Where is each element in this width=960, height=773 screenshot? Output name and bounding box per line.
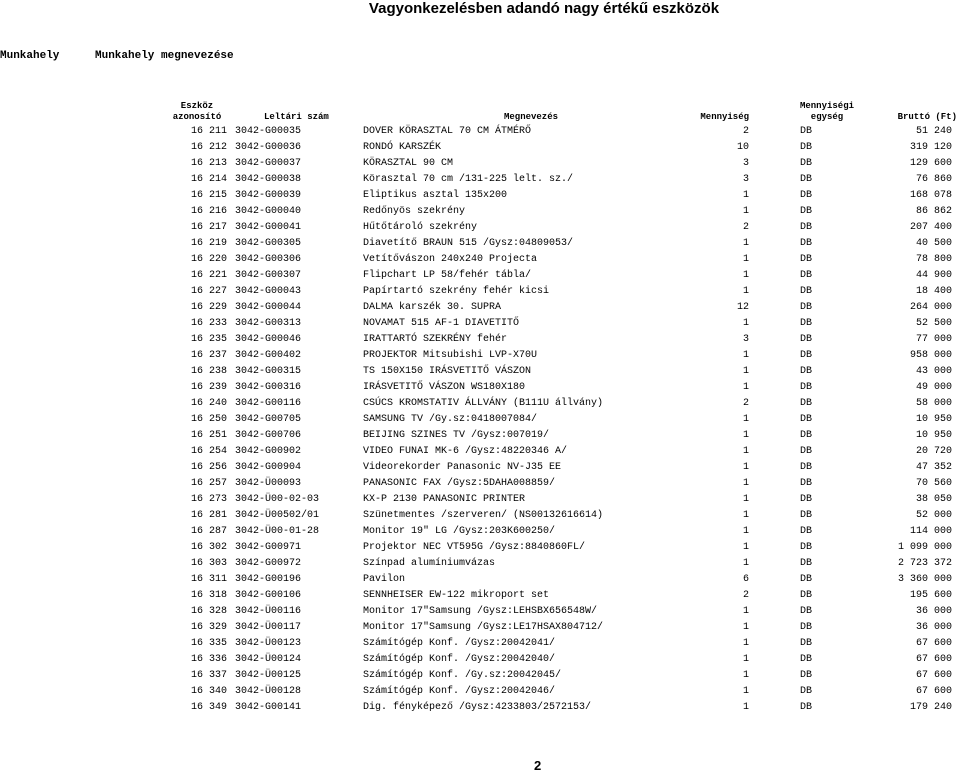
inventory-no-cell: 3042-G00196 <box>235 574 302 585</box>
header-gross: Bruttó (Ft) <box>897 112 957 122</box>
asset-id-cell: 16 311 <box>190 574 227 585</box>
name-cell: PROJEKTOR Mitsubishi LVP-X70U <box>363 350 538 361</box>
gross-cell: 78 800 <box>915 254 952 265</box>
asset-id-cell: 16 217 <box>190 222 227 233</box>
table-row <box>0 284 960 300</box>
inventory-no-cell: 3042-Ü00124 <box>235 654 302 665</box>
name-cell: Színpad alumíniumvázas <box>363 558 496 569</box>
asset-id-cell: 16 251 <box>190 430 227 441</box>
quantity-cell: 2 <box>742 590 749 601</box>
table-row <box>0 348 960 364</box>
gross-cell: 10 950 <box>915 414 952 425</box>
name-cell: Flipchart LP 58/fehér tábla/ <box>363 270 532 281</box>
table-row <box>0 332 960 348</box>
quantity-cell: 1 <box>742 526 749 537</box>
inventory-no-cell: 3042-G00307 <box>235 270 302 281</box>
quantity-cell: 1 <box>742 414 749 425</box>
gross-cell: 195 600 <box>909 590 952 601</box>
table-row <box>0 508 960 524</box>
unit-cell: DB <box>800 606 813 617</box>
unit-cell: DB <box>800 126 813 137</box>
quantity-cell: 3 <box>742 334 749 345</box>
asset-id-cell: 16 227 <box>190 286 227 297</box>
unit-cell: DB <box>800 622 813 633</box>
name-cell: Számítógép Konf. /Gy.sz:20042045/ <box>363 670 562 681</box>
table-row <box>0 636 960 652</box>
quantity-cell: 12 <box>736 302 749 313</box>
unit-cell: DB <box>800 158 813 169</box>
header-inventory-no: Leltári szám <box>264 112 329 122</box>
gross-cell: 67 600 <box>915 686 952 697</box>
name-cell: Eliptikus asztal 135x200 <box>363 190 508 201</box>
quantity-cell: 6 <box>742 574 749 585</box>
inventory-no-cell: 3042-Ü00-01-28 <box>235 526 320 537</box>
asset-id-cell: 16 214 <box>190 174 227 185</box>
name-cell: Számítógép Konf. /Gysz:20042041/ <box>363 638 556 649</box>
table-row <box>0 364 960 380</box>
name-cell: IRÁSVETITŐ VÁSZON WS180X180 <box>363 382 526 393</box>
gross-cell: 76 860 <box>915 174 952 185</box>
inventory-no-cell: 3042-G00044 <box>235 302 302 313</box>
name-cell: NOVAMAT 515 AF-1 DIAVETITŐ <box>363 318 520 329</box>
inventory-no-cell: 3042-G00106 <box>235 590 302 601</box>
gross-cell: 70 560 <box>915 478 952 489</box>
table-row <box>0 524 960 540</box>
table-row <box>0 396 960 412</box>
quantity-cell: 1 <box>742 494 749 505</box>
asset-id-cell: 16 329 <box>190 622 227 633</box>
inventory-no-cell: 3042-G00039 <box>235 190 302 201</box>
table-row <box>0 316 960 332</box>
header-name: Megnevezés <box>504 112 559 122</box>
asset-id-cell: 16 239 <box>190 382 227 393</box>
header-unit-line1: Mennyiségi <box>799 101 854 111</box>
inventory-no-cell: 3042-G00706 <box>235 430 302 441</box>
inventory-no-cell: 3042-G00315 <box>235 366 302 377</box>
name-cell: PANASONIC FAX /Gysz:5DAHA008859/ <box>363 478 556 489</box>
name-cell: SAMSUNG TV /Gy.sz:0418007084/ <box>363 414 538 425</box>
quantity-cell: 1 <box>742 478 749 489</box>
asset-id-cell: 16 235 <box>190 334 227 345</box>
asset-id-cell: 16 220 <box>190 254 227 265</box>
gross-cell: 77 000 <box>915 334 952 345</box>
gross-cell: 114 000 <box>909 526 952 537</box>
inventory-no-cell: 3042-Ü00502/01 <box>235 510 320 521</box>
asset-id-cell: 16 302 <box>190 542 227 553</box>
name-cell: Diavetítő BRAUN 515 /Gysz:04809053/ <box>363 238 574 249</box>
name-cell: Vetítővászon 240x240 Projecta <box>363 254 538 265</box>
gross-cell: 67 600 <box>915 670 952 681</box>
gross-cell: 20 720 <box>915 446 952 457</box>
unit-cell: DB <box>800 414 813 425</box>
gross-cell: 47 352 <box>915 462 952 473</box>
gross-cell: 67 600 <box>915 638 952 649</box>
name-cell: Papírtartó szekrény fehér kicsi <box>363 286 550 297</box>
gross-cell: 52 500 <box>915 318 952 329</box>
name-cell: KÖRASZTAL 90 CM <box>363 158 454 169</box>
quantity-cell: 3 <box>742 158 749 169</box>
asset-id-cell: 16 250 <box>190 414 227 425</box>
unit-cell: DB <box>800 270 813 281</box>
asset-id-cell: 16 318 <box>190 590 227 601</box>
table-row <box>0 236 960 252</box>
quantity-cell: 1 <box>742 270 749 281</box>
quantity-cell: 1 <box>742 702 749 713</box>
gross-cell: 67 600 <box>915 654 952 665</box>
unit-cell: DB <box>800 574 813 585</box>
name-cell: IRATTARTÓ SZEKRÉNY fehér <box>363 334 508 345</box>
unit-cell: DB <box>800 670 813 681</box>
quantity-cell: 1 <box>742 254 749 265</box>
quantity-cell: 1 <box>742 190 749 201</box>
inventory-no-cell: 3042-G00705 <box>235 414 302 425</box>
asset-id-cell: 16 287 <box>190 526 227 537</box>
table-row <box>0 652 960 668</box>
gross-cell: 43 000 <box>915 366 952 377</box>
unit-cell: DB <box>800 302 813 313</box>
quantity-cell: 10 <box>736 142 749 153</box>
table-row <box>0 380 960 396</box>
inventory-no-cell: 3042-G00904 <box>235 462 302 473</box>
gross-cell: 1 099 000 <box>897 542 952 553</box>
asset-id-cell: 16 221 <box>190 270 227 281</box>
inventory-no-cell: 3042-G00040 <box>235 206 302 217</box>
table-row <box>0 572 960 588</box>
asset-id-cell: 16 337 <box>190 670 227 681</box>
name-cell: Monitor 17"Samsung /Gysz:LEHSBX656548W/ <box>363 606 598 617</box>
header-unit <box>793 101 861 123</box>
name-cell: Projektor NEC VT595G /Gysz:8840860FL/ <box>363 542 586 553</box>
table-row <box>0 428 960 444</box>
name-cell: SENNHEISER EW-122 mikroport set <box>363 590 550 601</box>
inventory-no-cell: 3042-G00306 <box>235 254 302 265</box>
unit-cell: DB <box>800 638 813 649</box>
unit-cell: DB <box>800 398 813 409</box>
asset-id-cell: 16 219 <box>190 238 227 249</box>
unit-cell: DB <box>800 526 813 537</box>
inventory-no-cell: 3042-G00141 <box>235 702 302 713</box>
gross-cell: 40 500 <box>915 238 952 249</box>
inventory-no-cell: 3042-G00036 <box>235 142 302 153</box>
gross-cell: 958 000 <box>909 350 952 361</box>
inventory-no-cell: 3042-G00316 <box>235 382 302 393</box>
inventory-no-cell: 3042-Ü00123 <box>235 638 302 649</box>
table-row <box>0 620 960 636</box>
inventory-no-cell: 3042-G00902 <box>235 446 302 457</box>
page-number: 2 <box>534 758 542 773</box>
gross-cell: 18 400 <box>915 286 952 297</box>
quantity-cell: 1 <box>742 350 749 361</box>
name-cell: KX-P 2130 PANASONIC PRINTER <box>363 494 526 505</box>
quantity-cell: 2 <box>742 398 749 409</box>
name-cell: Hűtőtároló szekrény <box>363 222 478 233</box>
asset-id-cell: 16 281 <box>190 510 227 521</box>
name-cell: CSÚCS KROMSTATIV ÁLLVÁNY (B111U állvány) <box>363 398 604 409</box>
name-cell: Pavilon <box>363 574 406 585</box>
gross-cell: 51 240 <box>915 126 952 137</box>
table-row <box>0 556 960 572</box>
inventory-no-cell: 3042-G00972 <box>235 558 302 569</box>
inventory-no-cell: 3042-Ü00-02-03 <box>235 494 320 505</box>
unit-cell: DB <box>800 142 813 153</box>
gross-cell: 207 400 <box>909 222 952 233</box>
unit-cell: DB <box>800 446 813 457</box>
quantity-cell: 1 <box>742 366 749 377</box>
inventory-no-cell: 3042-Ü00117 <box>235 622 302 633</box>
quantity-cell: 1 <box>742 654 749 665</box>
table-row <box>0 220 960 236</box>
unit-cell: DB <box>800 462 813 473</box>
unit-cell: DB <box>800 366 813 377</box>
inventory-no-cell: 3042-G00041 <box>235 222 302 233</box>
unit-cell: DB <box>800 478 813 489</box>
asset-id-cell: 16 273 <box>190 494 227 505</box>
asset-id-cell: 16 229 <box>190 302 227 313</box>
unit-cell: DB <box>800 174 813 185</box>
asset-id-cell: 16 215 <box>190 190 227 201</box>
header-asset-id <box>162 101 232 123</box>
table-row <box>0 412 960 428</box>
table-row <box>0 156 960 172</box>
unit-cell: DB <box>800 334 813 345</box>
quantity-cell: 1 <box>742 430 749 441</box>
inventory-no-cell: 3042-Ü00116 <box>235 606 302 617</box>
name-cell: Körasztal 70 cm /131-225 lelt. sz./ <box>363 174 574 185</box>
gross-cell: 36 000 <box>915 606 952 617</box>
asset-id-cell: 16 254 <box>190 446 227 457</box>
header-asset-id-line1: Eszköz <box>180 101 214 111</box>
inventory-no-cell: 3042-G00043 <box>235 286 302 297</box>
workplace-name-label: Munkahely megnevezése <box>95 50 234 62</box>
unit-cell: DB <box>800 510 813 521</box>
name-cell: Számítógép Konf. /Gysz:20042040/ <box>363 654 556 665</box>
table-row <box>0 204 960 220</box>
unit-cell: DB <box>800 430 813 441</box>
name-cell: BEIJING SZINES TV /Gysz:007019/ <box>363 430 550 441</box>
quantity-cell: 1 <box>742 638 749 649</box>
inventory-no-cell: 3042-G00035 <box>235 126 302 137</box>
unit-cell: DB <box>800 238 813 249</box>
quantity-cell: 1 <box>742 542 749 553</box>
quantity-cell: 1 <box>742 670 749 681</box>
unit-cell: DB <box>800 494 813 505</box>
table-row <box>0 252 960 268</box>
name-cell: VIDEO FUNAI MK-6 /Gysz:48220346 A/ <box>363 446 568 457</box>
header-quantity: Mennyiség <box>700 112 749 122</box>
asset-id-cell: 16 257 <box>190 478 227 489</box>
table-row <box>0 188 960 204</box>
gross-cell: 58 000 <box>915 398 952 409</box>
table-row <box>0 540 960 556</box>
unit-cell: DB <box>800 590 813 601</box>
quantity-cell: 1 <box>742 446 749 457</box>
table-row <box>0 444 960 460</box>
gross-cell: 38 050 <box>915 494 952 505</box>
gross-cell: 319 120 <box>909 142 952 153</box>
gross-cell: 3 360 000 <box>897 574 952 585</box>
name-cell: DOVER KÖRASZTAL 70 CM ÁTMÉRŐ <box>363 126 532 137</box>
quantity-cell: 1 <box>742 318 749 329</box>
unit-cell: DB <box>800 254 813 265</box>
name-cell: TS 150X150 IRÁSVETITŐ VÁSZON <box>363 366 532 377</box>
header-asset-id-line2: azonosító <box>172 112 222 122</box>
quantity-cell: 1 <box>742 558 749 569</box>
unit-cell: DB <box>800 654 813 665</box>
table-row <box>0 124 960 140</box>
inventory-no-cell: 3042-G00305 <box>235 238 302 249</box>
inventory-no-cell: 3042-G00402 <box>235 350 302 361</box>
inventory-no-cell: 3042-G00116 <box>235 398 302 409</box>
asset-id-cell: 16 303 <box>190 558 227 569</box>
asset-id-cell: 16 240 <box>190 398 227 409</box>
unit-cell: DB <box>800 382 813 393</box>
asset-id-cell: 16 336 <box>190 654 227 665</box>
asset-id-cell: 16 237 <box>190 350 227 361</box>
gross-cell: 86 862 <box>915 206 952 217</box>
table-row <box>0 140 960 156</box>
inventory-no-cell: 3042-G00313 <box>235 318 302 329</box>
gross-cell: 168 078 <box>909 190 952 201</box>
table-row <box>0 604 960 620</box>
unit-cell: DB <box>800 318 813 329</box>
name-cell: RONDÓ KARSZÉK <box>363 142 442 153</box>
inventory-no-cell: 3042-G00971 <box>235 542 302 553</box>
asset-id-cell: 16 328 <box>190 606 227 617</box>
inventory-no-cell: 3042-G00038 <box>235 174 302 185</box>
gross-cell: 179 240 <box>909 702 952 713</box>
gross-cell: 129 600 <box>909 158 952 169</box>
quantity-cell: 1 <box>742 606 749 617</box>
quantity-cell: 1 <box>742 622 749 633</box>
quantity-cell: 1 <box>742 238 749 249</box>
name-cell: Redőnyös szekrény <box>363 206 466 217</box>
gross-cell: 2 723 372 <box>897 558 952 569</box>
quantity-cell: 1 <box>742 510 749 521</box>
gross-cell: 44 900 <box>915 270 952 281</box>
asset-id-cell: 16 213 <box>190 158 227 169</box>
gross-cell: 36 000 <box>915 622 952 633</box>
asset-id-cell: 16 340 <box>190 686 227 697</box>
asset-id-cell: 16 212 <box>190 142 227 153</box>
table-row <box>0 588 960 604</box>
inventory-no-cell: 3042-Ü00093 <box>235 478 302 489</box>
unit-cell: DB <box>800 686 813 697</box>
quantity-cell: 1 <box>742 462 749 473</box>
name-cell: DALMA karszék 30. SUPRA <box>363 302 502 313</box>
name-cell: Videorekorder Panasonic NV-J35 EE <box>363 462 562 473</box>
unit-cell: DB <box>800 286 813 297</box>
unit-cell: DB <box>800 542 813 553</box>
unit-cell: DB <box>800 558 813 569</box>
inventory-no-cell: 3042-G00037 <box>235 158 302 169</box>
table-row <box>0 268 960 284</box>
inventory-no-cell: 3042-G00046 <box>235 334 302 345</box>
name-cell: Számítógép Konf. /Gysz:20042046/ <box>363 686 556 697</box>
unit-cell: DB <box>800 702 813 713</box>
quantity-cell: 1 <box>742 206 749 217</box>
table-row <box>0 684 960 700</box>
table-row <box>0 700 960 716</box>
table-row <box>0 476 960 492</box>
page-title: Vagyonkezelésben adandó nagy értékű eszközök <box>368 0 720 17</box>
name-cell: Monitor 19" LG /Gysz:203K600250/ <box>363 526 556 537</box>
inventory-no-cell: 3042-Ü00125 <box>235 670 302 681</box>
quantity-cell: 1 <box>742 382 749 393</box>
asset-id-cell: 16 238 <box>190 366 227 377</box>
asset-id-cell: 16 216 <box>190 206 227 217</box>
gross-cell: 49 000 <box>915 382 952 393</box>
unit-cell: DB <box>800 222 813 233</box>
table-row <box>0 668 960 684</box>
header-unit-line2: egység <box>810 112 844 122</box>
quantity-cell: 1 <box>742 286 749 297</box>
asset-id-cell: 16 211 <box>190 126 227 137</box>
table-row <box>0 492 960 508</box>
quantity-cell: 2 <box>742 126 749 137</box>
quantity-cell: 2 <box>742 222 749 233</box>
quantity-cell: 1 <box>742 686 749 697</box>
table-row <box>0 172 960 188</box>
gross-cell: 52 000 <box>915 510 952 521</box>
asset-id-cell: 16 335 <box>190 638 227 649</box>
name-cell: Szünetmentes /szerveren/ (NS00132616614) <box>363 510 604 521</box>
unit-cell: DB <box>800 190 813 201</box>
gross-cell: 10 950 <box>915 430 952 441</box>
name-cell: Monitor 17"Samsung /Gysz:LE17HSAX804712/ <box>363 622 604 633</box>
asset-id-cell: 16 256 <box>190 462 227 473</box>
table-row <box>0 300 960 316</box>
asset-id-cell: 16 233 <box>190 318 227 329</box>
name-cell: Dig. fényképező /Gysz:4233803/2572153/ <box>363 702 592 713</box>
table-row <box>0 460 960 476</box>
gross-cell: 264 000 <box>909 302 952 313</box>
asset-id-cell: 16 349 <box>190 702 227 713</box>
workplace-label: Munkahely <box>0 50 60 62</box>
inventory-no-cell: 3042-Ü00128 <box>235 686 302 697</box>
unit-cell: DB <box>800 350 813 361</box>
unit-cell: DB <box>800 206 813 217</box>
quantity-cell: 3 <box>742 174 749 185</box>
